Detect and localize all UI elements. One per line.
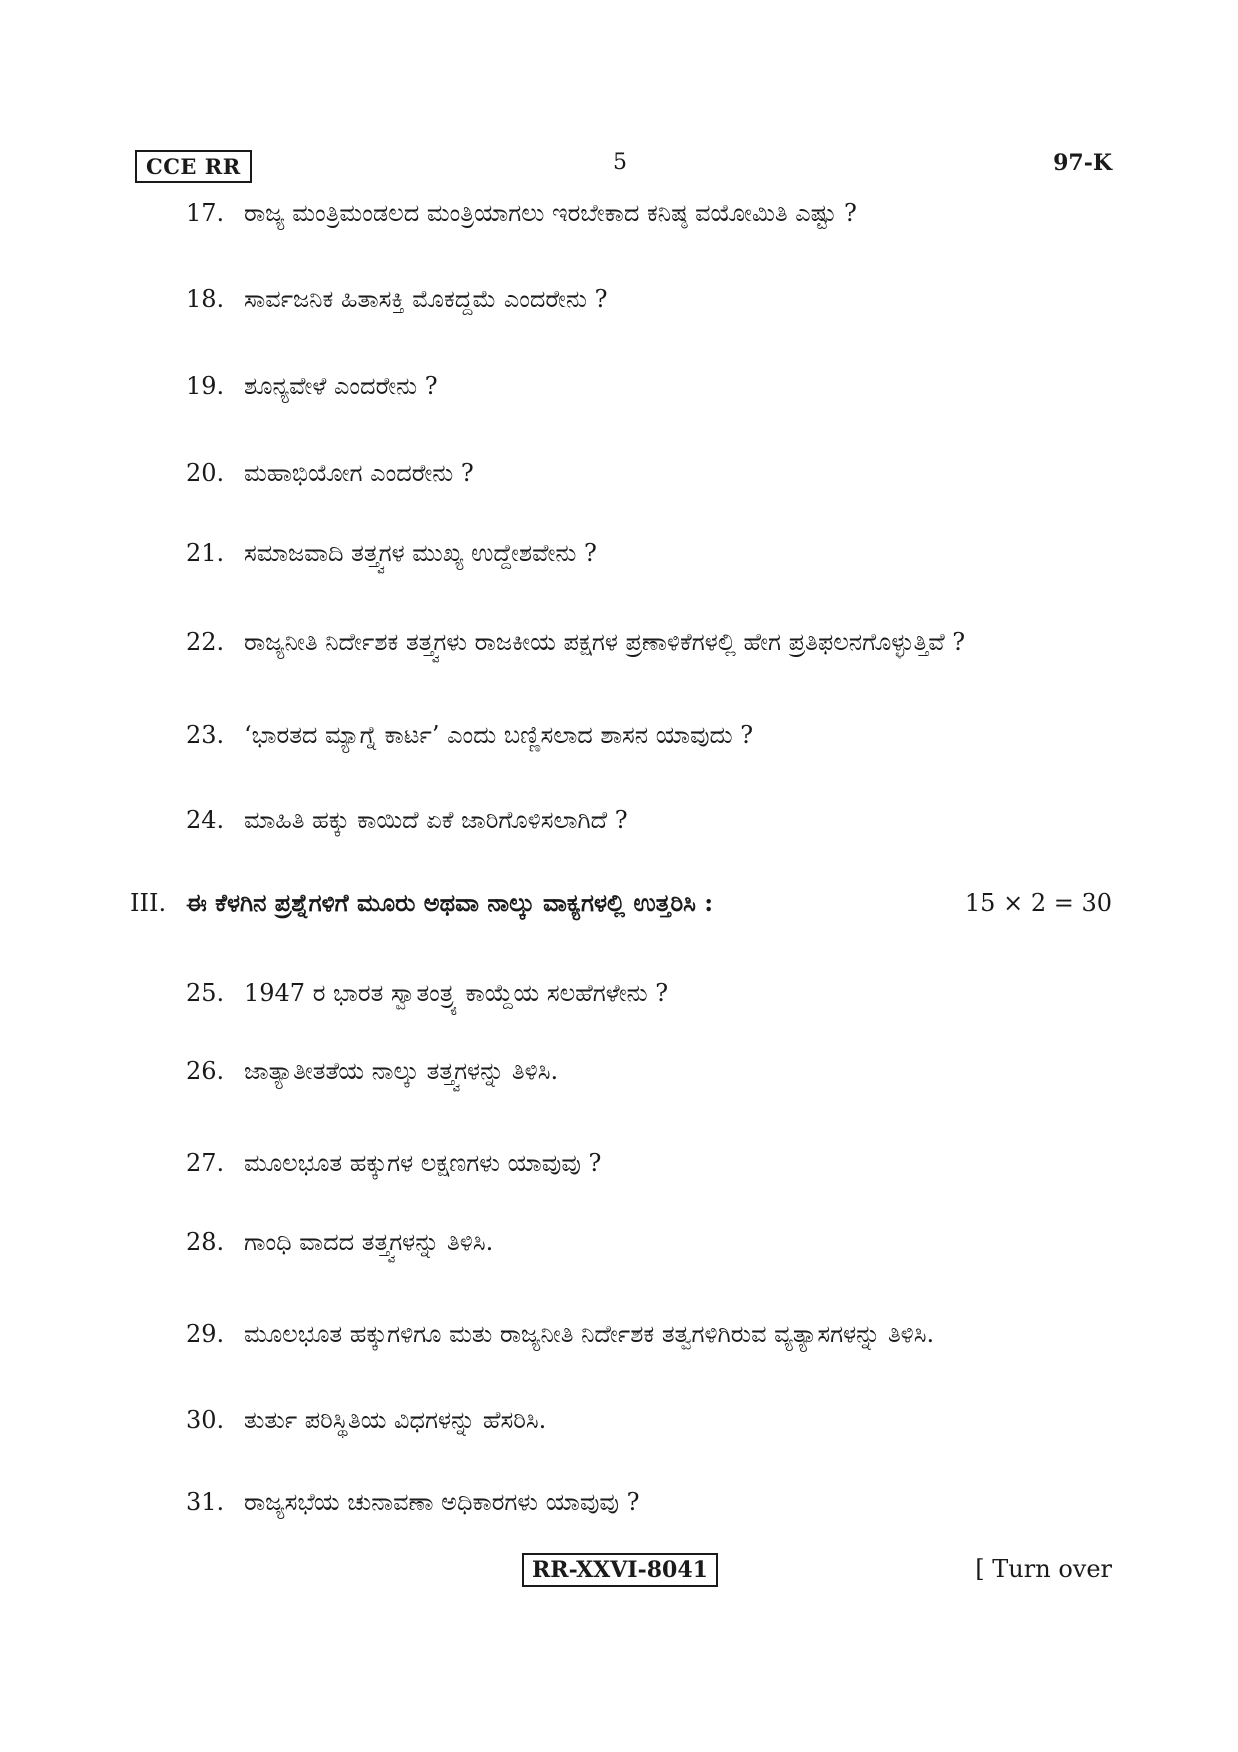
paper-code: 97-K xyxy=(1053,150,1112,176)
question-24 xyxy=(186,803,628,837)
question-27 xyxy=(186,1146,601,1180)
question-number: 23. xyxy=(186,721,225,749)
question-number: 18. xyxy=(186,285,225,313)
question-31 xyxy=(186,1485,640,1519)
question-text: ರಾಜ್ಯನೀತಿ ನಿರ್ದೇಶಕ ತತ್ತ್ವಗಳು ರಾಜಕೀಯ ಪಕ್ಷಗಳ ಪ್ರಣಾಳಿಕೆಗಳಲ್ಲಿ ಹೇಗ ಪ್ರತಿಫಲನಗೊಳ್ಳುತ್ತಿವೆ ? xyxy=(244,628,966,656)
question-21 xyxy=(186,536,597,570)
question-text: ರಾಜ್ಯ ಮಂತ್ರಿಮಂಡಲದ ಮಂತ್ರಿಯಾಗಲು ಇರಬೇಕಾದ ಕನಿಷ್ಠ ವಯೋಮಿತಿ ಎಷ್ಟು ? xyxy=(244,199,857,227)
section-instruction: ಈ ಕೆಳಗಿನ ಪ್ರಶ್ನೆಗಳಿಗೆ ಮೂರು ಅಥವಾ ನಾಲ್ಕು ವಾಕ್ಯಗಳಲ್ಲಿ ಉತ್ತರಿಸಿ : xyxy=(186,888,714,917)
question-number: 30. xyxy=(186,1406,225,1434)
footer-code-box: RR-XXVI-8041 xyxy=(522,1553,718,1587)
question-number: 20. xyxy=(186,459,225,487)
question-number: 26. xyxy=(186,1057,225,1085)
question-text: ಶೂನ್ಯವೇಳೆ ಎಂದರೇನು ? xyxy=(244,372,438,400)
question-text: ಜಾತ್ಯಾತೀತತೆಯ ನಾಲ್ಕು ತತ್ತ್ವಗಳನ್ನು ತಿಳಿಸಿ. xyxy=(244,1057,559,1085)
question-26 xyxy=(186,1054,558,1088)
question-text: 1947 ರ ಭಾರತ ಸ್ವಾತಂತ್ರ್ಯ ಕಾಯ್ದೆಯ ಸಲಹೆಗಳೇನು ? xyxy=(244,979,669,1007)
section-roman-numeral: III. xyxy=(130,889,167,917)
question-29 xyxy=(186,1317,934,1351)
question-number: 22. xyxy=(186,628,225,656)
question-text: ಮಾಹಿತಿ ಹಕ್ಕು ಕಾಯಿದೆ ಏಕೆ ಜಾರಿಗೊಳಿಸಲಾಗಿದೆ ? xyxy=(244,806,628,834)
question-text: ಮಹಾಭಿಯೋಗ ಎಂದರೇನು ? xyxy=(244,459,474,487)
question-number: 29. xyxy=(186,1320,225,1348)
section-heading xyxy=(130,886,1112,920)
question-number: 17. xyxy=(186,199,225,227)
series-code-box: CCE RR xyxy=(135,150,252,183)
question-18 xyxy=(186,282,607,316)
question-number: 21. xyxy=(186,539,225,567)
question-19 xyxy=(186,369,438,403)
question-28 xyxy=(186,1225,493,1259)
question-text: ರಾಜ್ಯಸಭೆಯ ಚುನಾವಣಾ ಅಧಿಕಾರಗಳು ಯಾವುವು ? xyxy=(244,1488,640,1516)
question-text: ಮೂಲಭೂತ ಹಕ್ಕುಗಳ ಲಕ್ಷಣಗಳು ಯಾವುವು ? xyxy=(244,1149,602,1177)
question-text: ‘ಭಾರತದ ಮ್ಯಾಗ್ನೆ ಕಾರ್ಟ’ ಎಂದು ಬಣ್ಣಿಸಲಾದ ಶಾಸನ ಯಾವುದು ? xyxy=(244,721,754,749)
question-23 xyxy=(186,718,753,752)
question-number: 31. xyxy=(186,1488,225,1516)
turn-over-note: [ Turn over xyxy=(975,1555,1112,1583)
question-number: 27. xyxy=(186,1149,225,1177)
question-text: ಸಮಾಜವಾದಿ ತತ್ತ್ವಗಳ ಮುಖ್ಯ ಉದ್ದೇಶವೇನು ? xyxy=(244,539,597,567)
question-17 xyxy=(186,196,857,230)
section-marks: 15 × 2 = 30 xyxy=(964,889,1112,917)
question-number: 24. xyxy=(186,806,225,834)
question-25 xyxy=(186,976,668,1010)
question-text: ತುರ್ತು ಪರಿಸ್ಥಿತಿಯ ವಿಧಗಳನ್ನು ಹೆಸರಿಸಿ. xyxy=(244,1406,547,1434)
question-number: 25. xyxy=(186,979,225,1007)
question-text: ಸಾರ್ವಜನಿಕ ಹಿತಾಸಕ್ತಿ ಮೊಕದ್ದಮೆ ಎಂದರೇನು ? xyxy=(244,285,608,313)
question-30 xyxy=(186,1403,546,1437)
question-text: ಗಾಂಧಿ ವಾದದ ತತ್ತ್ವಗಳನ್ನು ತಿಳಿಸಿ. xyxy=(244,1228,494,1256)
page-number: 5 xyxy=(613,150,627,175)
question-20 xyxy=(186,456,474,490)
question-22 xyxy=(186,625,965,659)
question-text: ಮೂಲಭೂತ ಹಕ್ಕುಗಳಿಗೂ ಮತು ರಾಜ್ಯನೀತಿ ನಿರ್ದೇಶಕ ತತ್ವಗಳಿಗಿರುವ ವ್ಯತ್ಯಾಸಗಳನ್ನು ತಿಳಿಸಿ. xyxy=(244,1320,935,1348)
question-number: 19. xyxy=(186,372,225,400)
question-number: 28. xyxy=(186,1228,225,1256)
